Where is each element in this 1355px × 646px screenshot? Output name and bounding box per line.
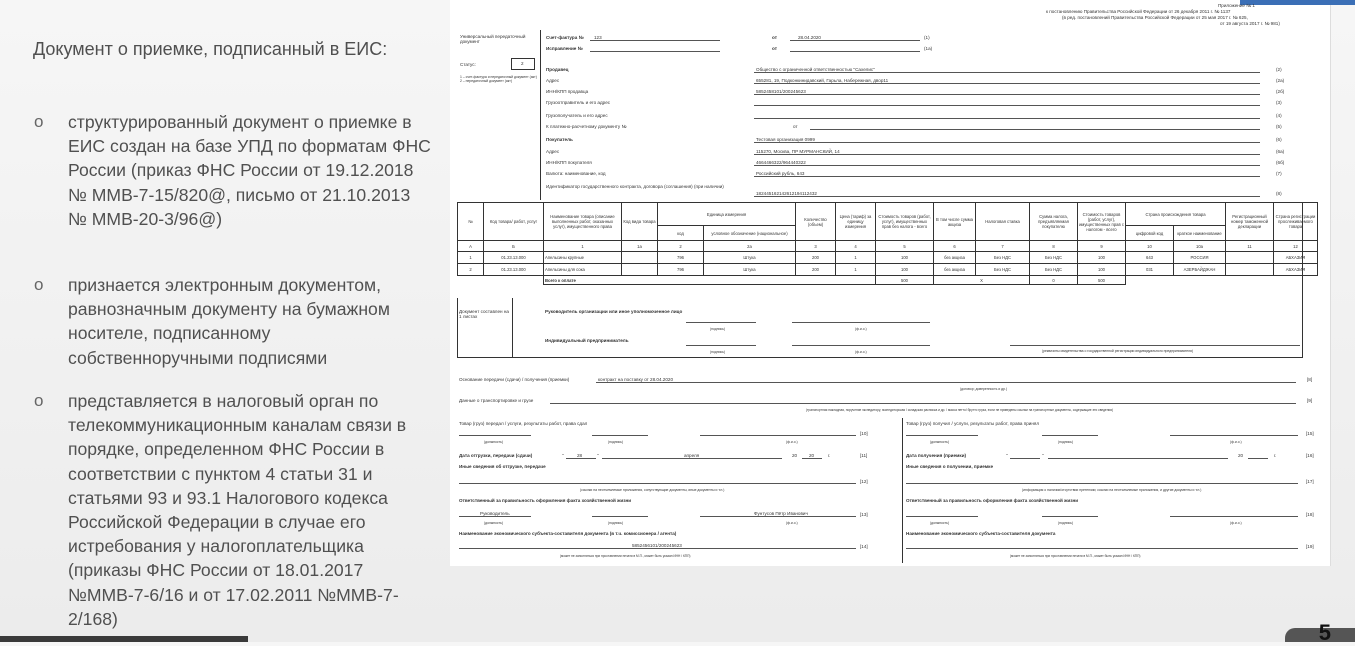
table-cell: Апельсины крупные [544,252,622,264]
table-cell: АБХАЗИЯ [1274,264,1318,276]
basis-value: контракт на поставку от 28.04.2020 [598,377,674,382]
bullet-marker: o [34,112,44,131]
ship-quote-open: " [562,453,564,458]
th-price: Цена (тариф) за единицу измерения [836,203,876,241]
ip-label: Индивидуальный предприниматель [545,338,629,343]
ship-quote-close: " [597,453,599,458]
r-entity-line [906,548,1298,549]
ship-year-prefix: 20 [792,453,798,458]
field-value: Тестовая организация 0999 [756,137,815,142]
transport-label: Данные о транспортировке и грузе [459,398,534,403]
table-cell: 100 [876,264,934,276]
received-label: Товар (груз) получил / услуги, результаты работ, права принял [906,421,1040,426]
recv-quote-open: " [1006,453,1008,458]
table-cell: 2 [458,264,484,276]
pages-label: Документ составлен на 1 листах [459,309,509,319]
field-value: 4664466322/964440322 [756,160,806,165]
ship-day: 28 [577,453,583,458]
index-cell: 2 [658,241,704,252]
r-resp-position-line [906,516,978,517]
table-cell: без акциза [934,252,976,264]
th-unit: Единица измерения [658,203,796,226]
th-cost: Стоимость товаров (работ, услуг), имущественных прав без налога - всего [876,203,934,241]
resp-label: Ответственный за правильность оформления факта хозяйственной жизни [459,498,632,503]
table-cell: Без НДС [976,264,1030,276]
th-num: № [458,203,484,241]
r-resp-fio-line [1170,516,1298,517]
ship-month: апреля [684,453,700,458]
index-cell: 11 [1226,241,1274,252]
invoice-number: 123 [594,35,602,40]
field-value: Российский рубль, 643 [756,171,805,176]
field-code: (6) [1276,137,1282,142]
th-country-name: краткое наименование [1174,226,1226,241]
table-cell: АБХАЗИЯ [1274,252,1318,264]
index-cell: 1а [622,241,658,252]
head-sign-caption: (подпись) [710,327,726,331]
ship-year: 20 [809,453,815,458]
ip-sign-caption: (подпись) [710,350,726,354]
bullet-1 [34,110,433,231]
basis-line [596,382,1296,383]
table-cell: 01.23.13.000 [484,264,544,276]
caption-sign: (подпись) [608,440,624,444]
recv-month-line [1048,458,1228,459]
recv-year-suffix: г. [1274,453,1277,458]
entity-code: [14] [860,544,868,549]
ship-month-line [602,458,782,459]
recv-quote-close: " [1042,453,1044,458]
bullet-marker: o [34,275,44,294]
transferred-label: Товар (груз) передал / услуги, результаты работ, права сдал [459,421,588,426]
field-label: Идентификатор государственного контракта, договора (соглашения) (при наличии) [546,184,724,189]
items-table-body [458,241,1318,285]
total-with-tax: 500 [1078,276,1126,285]
table-cell: 200 [796,252,836,264]
field-value: Общество с ограниченной ответственностью "Сахелис" [756,67,875,72]
table-cell [622,252,658,264]
total-tax: 0 [1030,276,1078,285]
caption-fio: (ф.и.о.) [786,440,798,444]
th-tax: Сумма налога, предъявляемая покупателю [1030,203,1078,241]
field-label: Адрес [546,149,560,154]
resp-position: Руководитель [480,511,510,516]
r-resp-caption-fio: (ф.и.о.) [1230,521,1242,525]
head-sign-line [686,322,756,323]
field-line [754,165,1260,166]
th-name: Наименование товара (описание выполненных работ, оказанных услуг), имущественного права [544,203,622,241]
table-total-row [458,276,1318,285]
pay-doc-date-label: от [793,124,798,129]
table-cell: без акциза [934,264,976,276]
index-cell: 2а [704,241,796,252]
head-label: Руководитель организации или иное уполномоченное лицо [545,309,683,314]
th-excise: В том числе сумма акциза [934,203,976,241]
transferred-sign-line [592,435,648,436]
bullet-2 [34,273,433,370]
correction-label: Исправление № [546,46,583,51]
caption-position: (должность) [484,440,504,444]
table-cell: 1 [458,252,484,264]
r-entity-caption: (может не заполняться при проставлении печати в М.П., может быть указан ИНН / КПП) [1010,554,1141,558]
resp-caption-fio: (ф.и.о.) [786,521,798,525]
entity-line [459,548,856,549]
field-label: Валюта: наименование, код [546,171,606,176]
table-bottom-frame [457,357,1303,358]
index-cell: 5 [876,241,934,252]
index-cell: Б [484,241,544,252]
field-label: Продавец [546,67,569,72]
table-cell: 1 [836,252,876,264]
table-row [458,264,1318,276]
field-value: 115270, Москва, ПР МУРМАНСКИЙ, 14 [756,149,840,154]
status-label: Статус: [460,62,476,67]
table-cell: 796 [658,264,704,276]
invoice-date-line [790,40,920,41]
ip-sign-line [686,345,756,346]
th-declaration: Регистрационный номер таможенной декларации [1226,203,1274,241]
basis-code: [8] [1307,377,1313,382]
recv-date-label: Дата получения (приемки) [906,453,967,458]
transferred-position-line [459,435,531,436]
ip-fio-caption: (ф.и.о.) [855,350,867,354]
table-cell: 643 [1126,252,1174,264]
field-code: (4) [1276,113,1282,118]
invoice-label: Счет-фактура № [546,35,584,40]
recv-day-line [1010,458,1040,459]
ship-other-caption: (ссылки на неотъемлемые приложения, сопутствующие документы, иные документы и т.п.) [580,488,725,492]
field-code: (6а) [1276,149,1285,154]
field-label: Адрес [546,78,560,83]
r-resp-code: [18] [1306,512,1314,517]
table-index-row [458,241,1318,252]
ip-cert-caption: (реквизиты свидетельства о государственной регистрации индивидуального предпринимателя) [1042,349,1193,353]
total-empty-cell [458,276,544,285]
upd-divider [540,30,541,200]
table-cell [1226,252,1274,264]
doc-top-accent-line [1240,0,1355,5]
status-value: 2 [521,61,524,66]
correction-date-label: от [772,46,777,51]
total-rest-cell [1126,276,1318,285]
slide-bottom-bar [0,636,248,642]
bullet-text: представляется в налоговый орган по телекоммуникационным каналам связи в порядке, определенном ФНС России в соответствии с пунктом 4 статьи 31 и статьями 93 и 93.1 Налогового кодекса Российской Федерации в случае его истребования у налогоплательщика (приказы ФНС России от 18.01.2017 №ММВ-7-6/16 и от 17.02.2011 №ММВ-7-2/168) [68,391,407,629]
table-cell: 100 [1078,252,1126,264]
r-caption-position: (должность) [930,440,950,444]
table-cell: 1 [836,264,876,276]
index-cell: 8 [1030,241,1078,252]
ship-date-label: Дата отгрузки, передачи (сдачи) [459,453,533,458]
entity-caption: (может не заполняться при проставлении печати в М.П., может быть указан ИНН / КПП) [560,554,691,558]
total-label: Всего к оплате [544,276,876,285]
table-cell: Без НДС [1030,252,1078,264]
total-tax-mark: Х [934,276,1030,285]
transferred-code: [10] [860,431,868,436]
field-code: (3) [1276,100,1282,105]
table-cell [622,264,658,276]
ship-year-line [802,458,822,459]
recv-code: [16] [1306,453,1314,458]
table-cell: Без НДС [1030,264,1078,276]
upd-document [450,0,1331,566]
field-line [754,94,1260,95]
r-resp-label: Ответственный за правильность оформления факта хозяйственной жизни [906,498,1079,503]
invoice-date: 28.04.2020 [798,35,821,40]
sig-divider [512,298,513,358]
ip-fio-line [792,345,930,346]
r-entity-code: [19] [1306,544,1314,549]
table-cell: Штука [704,264,796,276]
head-fio-line [792,322,930,323]
field-line [810,129,1260,130]
index-cell: 6 [934,241,976,252]
resp-name: Фунтусов Пётр Иванович [754,511,808,516]
received-position-line [906,435,978,436]
table-cell: Штука [704,252,796,264]
field-line [754,142,1260,143]
r-entity-label: Наименование экономического субъекта-составителя документа [906,531,1056,536]
status-note: 1 – счет-фактура и передаточный документ (акт) 2 – передаточный документ (акт) [460,75,537,83]
field-value: 5852458101/200245623 [756,89,806,94]
table-cell: Без НДС [976,252,1030,264]
field-line [754,83,1260,84]
th-reg-country: Страна регистрации прослеживаемого товара [1274,203,1318,241]
transport-caption: (транспортная накладная, поручение экспедитору, экспедиторская / складская расписка и др. / масса нетто/ брутто груза, если не приведены ссылки на транспортные документы, содержащие эти сведения) [806,408,1114,412]
bullet-3 [34,389,433,631]
index-cell: 9 [1078,241,1126,252]
received-sign-line [1042,435,1098,436]
field-code: (7) [1276,171,1282,176]
index-cell: 7 [976,241,1030,252]
field-value: 182445162142612194112432 [756,191,817,196]
field-code: (5) [1276,124,1282,129]
table-cell: 796 [658,252,704,264]
recv-other-caption: (информация о наличии/отсутствии претензии; ссылки на неотъемлемые приложения, и другие документы и т.п.) [1022,488,1202,492]
th-total: Стоимость товаров (работ, услуг), имущественных прав с налогом - всего [1078,203,1126,241]
bullet-text: структурированный документ о приемке в ЕИС создан на базе УПД по форматам ФНС России (приказ ФНС России от 19.12.2018 № ММВ-7-15/820@, письмо от 21.10.2013 № ММВ-20-3/96@) [68,112,431,229]
page-number: 5 [1318,620,1331,645]
r-caption-sign: (подпись) [1058,440,1074,444]
recv-year-line [1248,458,1268,459]
table-cell: РОССИЯ [1174,252,1226,264]
field-label: К платежно-расчетному документу № [546,124,627,129]
appendix-line-2: к постановлению Правительства Российской Федерации от 26 декабря 2011 г. № 1137 [1046,9,1231,14]
basis-label: Основание передачи (сдачи) / получения (приемки) [459,377,570,382]
th-kind: Код вида товара [622,203,658,241]
field-line [754,105,1260,106]
received-code: [15] [1306,431,1314,436]
invoice-date-label: от [772,35,777,40]
invoice-code: (1) [924,35,930,40]
field-label: Покупатель [546,137,573,142]
field-label: Грузоотправитель и его адрес [546,100,611,105]
ship-day-line [566,458,596,459]
ship-other-label: Иные сведения об отгрузке, передаче [459,464,546,469]
r-resp-caption-position: (должность) [930,521,950,525]
field-label: Грузополучатель и его адрес [546,113,608,118]
correction-code: (1а) [924,46,933,51]
table-cell [1226,264,1274,276]
table-left-frame [457,298,458,358]
field-line [754,118,1260,119]
total-no-tax: 500 [876,276,934,285]
slide-title: Документ о приемке, подписанный в ЕИС: [33,39,388,59]
field-line [754,72,1260,73]
th-code: Код товара/ работ, услуг [484,203,544,241]
index-cell: А [458,241,484,252]
bullet-marker: o [34,391,44,410]
bottom-columns-divider [902,418,903,563]
index-cell: 1 [544,241,622,252]
bullet-text: признается электронным документом, равнозначным документу на бумажном носителе, подписанному собственноручными подписями [68,275,390,368]
field-line [754,154,1260,155]
field-code: (2б) [1276,89,1285,94]
table-cell: Апельсины для сока [544,264,622,276]
resp-fio-line [700,516,856,517]
table-cell: 100 [876,252,934,264]
resp-sign-line [592,516,648,517]
field-label: ИНН/КПП покупателя [546,160,592,165]
table-cell: АЗЕРБАЙДЖАН [1174,264,1226,276]
th-country: Страна происхождения товара [1126,203,1226,226]
entity-label: Наименование экономического субъекта-составителя документа (в т.ч. комиссионера / агента) [459,531,677,536]
field-code: (6б) [1276,160,1285,165]
index-cell: 4 [836,241,876,252]
recv-other-line [906,483,1298,484]
entity-value: 5852456101/200245623 [632,543,682,548]
correction-date-line [790,51,920,52]
ship-code: [11] [860,453,868,458]
th-unit-name: условное обозначение (национальное) [704,226,796,241]
recv-other-label: Иные сведения о получении, приемке [906,464,994,469]
appendix-line-3: (в ред. постановлений Правительства Российской Федерации от 25 мая 2017 г. № 625, [1062,15,1248,20]
head-fio-caption: (ф.и.о.) [855,327,867,331]
items-table [457,202,1318,285]
ip-cert-line [1010,345,1300,346]
table-right-frame [1302,202,1303,358]
r-caption-fio: (ф.и.о.) [1230,440,1242,444]
table-row [458,252,1318,264]
resp-caption-sign: (подпись) [608,521,624,525]
slide-text-panel [0,0,440,642]
index-cell: 10а [1174,241,1226,252]
field-value: 655281, 19, Подконкинидавский, Гарьла, Набережная, двор11 [756,78,889,83]
th-rate: Налоговая ставка [976,203,1030,241]
recv-other-code: [17] [1306,479,1314,484]
recv-year-prefix: 20 [1238,453,1244,458]
invoice-number-line [590,40,720,41]
resp-caption-position: (должность) [484,521,504,525]
field-code: (2) [1276,67,1282,72]
r-resp-caption-sign: (подпись) [1058,521,1074,525]
ship-other-line [459,483,856,484]
index-cell: 10 [1126,241,1174,252]
resp-position-line [459,516,531,517]
transport-line [550,403,1296,404]
resp-code: [13] [860,512,868,517]
appendix-line-1: Приложение № 1 [1218,3,1255,8]
field-label: ИНН/КПП продавца [546,89,589,94]
transport-code: [9] [1307,398,1313,403]
table-cell: 200 [796,264,836,276]
received-fio-line [1170,435,1298,436]
field-line [754,176,1260,177]
upd-label: Универсальный передаточный документ [460,34,526,44]
th-qty: Количество (объем) [796,203,836,241]
table-cell: 100 [1078,264,1126,276]
correction-number-line [590,51,720,52]
th-unit-code: код [658,226,704,241]
ship-other-code: [12] [860,479,868,484]
field-code: (8) [1276,191,1282,196]
index-cell: 3 [796,241,836,252]
r-resp-sign-line [1042,516,1098,517]
index-cell: 12 [1274,241,1318,252]
appendix-line-4: от 19 августа 2017 г. № 981) [1220,21,1280,26]
field-line [754,196,1260,197]
field-code: (2а) [1276,78,1285,83]
basis-caption: (договор; доверенность и др.) [960,387,1008,391]
status-box [511,58,535,70]
th-country-code: цифровой код [1126,226,1174,241]
transferred-fio-line [700,435,856,436]
table-cell: 031 [1126,264,1174,276]
ship-year-suffix: г. [828,453,831,458]
table-cell: 01.23.13.000 [484,252,544,264]
